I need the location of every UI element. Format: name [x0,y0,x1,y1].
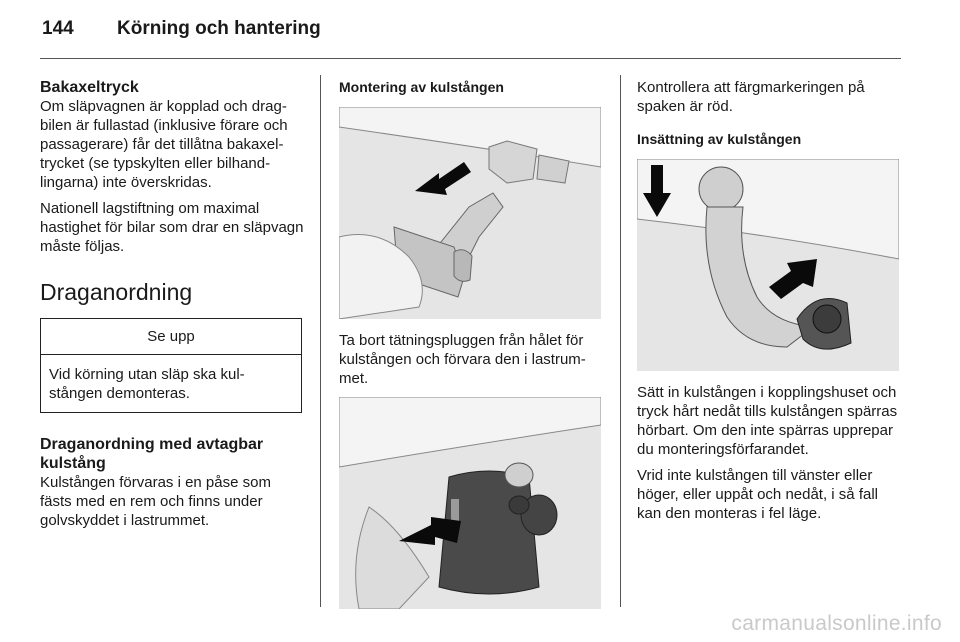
chapter-title: Körning och hantering [117,18,321,39]
column-right [637,78,905,530]
watermark: carmanualsonline.info [731,612,942,635]
plug-removal-illustration [339,107,601,319]
bakaxel-heading: Bakaxeltryck [40,79,139,96]
column-divider-right [620,75,621,607]
column-left [40,78,305,537]
twist-paragraph: Vrid inte kulstången till vänster eller höger, eller uppåt och nedåt, i så fall kan den monteras i fel läge. [637,467,878,522]
warning-title: Se upp [41,319,301,355]
column-middle [339,78,605,609]
warning-box [40,318,302,413]
bakaxel-paragraph: Om släpvagnen är kopplad och dragbilen är fullastad (inklusive förare och passagerare) får det tillåtna bakaxeltrycket (se typskylten eller bilhandlingarna) inte överskridas. [40,98,288,191]
check-paragraph: Kontrollera att färgmarkeringen på spaken är röd. [637,79,865,115]
column-divider-left [320,75,321,607]
ball-insertion-illustration [637,159,899,371]
page-number: 144 [42,18,74,39]
hitch-housing-illustration [339,397,601,609]
warning-text: Vid körning utan släp ska kulstången demonteras. [49,366,245,402]
insert-heading: Insättning av kulstången [637,131,802,147]
storage-paragraph: Kulstången förvaras i en påse som fästs med en rem och finns under golvskyddet i lastrummet. [40,474,271,529]
plug-paragraph: Ta bort tätningspluggen från hålet för kulstången och förvara den i lastrummet. [339,332,586,387]
mounting-heading: Montering av kulstången [339,79,504,95]
sub-heading: Draganordning med avtagbar kulstång [40,436,264,472]
section-heading: Draganordning [40,279,193,305]
speed-paragraph: Nationell lagstiftning om maximal hastighet för bilar som drar en släpvagn måste följas. [40,200,304,255]
header-rule [40,58,901,59]
insert-paragraph: Sätt in kulstången i kopplingshuset och tryck hårt nedåt tills kulstången spärras hörbart. Om den inte spärras upprepar du monteringsförfarandet. [637,384,898,458]
